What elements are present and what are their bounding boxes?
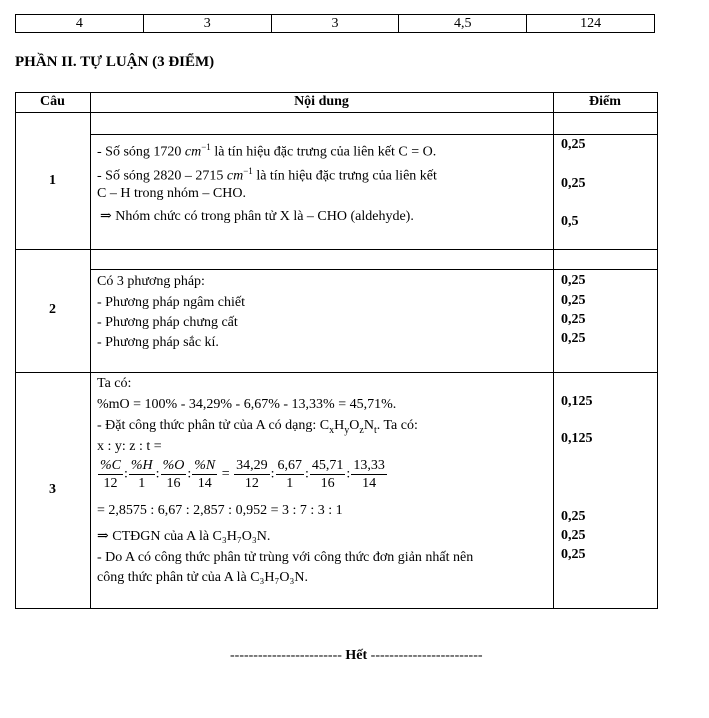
q3-line: - Đặt công thức phân tử của A có dạng: $C_xH_yO_zN_t$. Ta có: xyxy=(97,418,418,436)
summary-cell: 4,5 xyxy=(399,15,527,32)
score: 0,25 xyxy=(561,331,586,346)
q3-line: x : y: z : t = xyxy=(97,439,162,454)
summary-cell: 4 xyxy=(16,15,144,32)
q1-line: - Số sóng 2820 – 2715 $cm^{-1}$ là tín hiệu đặc trưng của liên kết xyxy=(97,166,437,184)
score: 0,25 xyxy=(561,137,586,152)
q3-line: công thức phân tử của A là C₃H₇O₃N. xyxy=(97,570,309,585)
q1-line: - Số sóng 1720 $cm^{-1}$ là tín hiệu đặc trưng của liên kết C = O. xyxy=(97,142,437,160)
q2-line: Có 3 phương pháp: xyxy=(97,274,205,289)
fraction: $\frac{34,29}{12}$ xyxy=(236,458,268,491)
fraction: $\frac{\%N}{14}$ xyxy=(194,458,216,491)
q3-fraction-line: $\frac{\%C}{12}$ : $\frac{\%H}{1}$ : $\frac{\%O}{16}$ : $\frac{\%N}{14}$ = $\frac{34,29}{12}$ : $\frac{6,67}{1}$ : $\frac{45,71}{16}$ : $\frac{13,33}{14}$ xyxy=(100,458,385,491)
fraction: $\frac{6,67}{1}$ xyxy=(277,458,303,491)
header-diem: Điểm xyxy=(589,94,621,109)
question-number: 1 xyxy=(49,173,56,188)
q1-line: C – H trong nhóm – CHO. xyxy=(97,186,246,201)
score: 0,25 xyxy=(561,547,586,562)
score: 0,125 xyxy=(561,431,593,446)
q2-line: - Phương pháp sắc kí. xyxy=(97,335,219,350)
score: 0,25 xyxy=(561,509,586,524)
score: 0,25 xyxy=(561,528,586,543)
summary-cell: 3 xyxy=(144,15,272,32)
q2-line: - Phương pháp ngâm chiết xyxy=(97,295,245,310)
score: 0,25 xyxy=(561,293,586,308)
q3-line: - Do A có công thức phân tử trùng với công thức đơn giản nhất nên xyxy=(97,550,474,565)
summary-cell: 124 xyxy=(580,16,602,31)
score: 0,125 xyxy=(561,394,593,409)
end-marker: ------------------------ Hết ------------------------ xyxy=(230,648,483,663)
header-noi-dung: Nội dung xyxy=(294,94,349,109)
score: 0,25 xyxy=(561,273,586,288)
q1-line: ⇒ Nhóm chức có trong phân tử X là – CHO (aldehyde). xyxy=(100,209,414,224)
score: 0,5 xyxy=(561,214,579,229)
fraction: $\frac{\%H}{1}$ xyxy=(130,458,153,491)
q3-line: = 2,8575 : 6,67 : 2,857 : 0,952 = 3 : 7 : 3 : 1 xyxy=(97,503,343,518)
summary-cell: 3 xyxy=(272,15,400,32)
question-number: 2 xyxy=(49,302,56,317)
fraction: $\frac{13,33}{14}$ xyxy=(353,458,385,491)
summary-row xyxy=(15,14,655,33)
fraction: $\frac{45,71}{16}$ xyxy=(311,458,344,491)
score: 0,25 xyxy=(561,312,586,327)
fraction: $\frac{\%O}{16}$ xyxy=(162,458,185,491)
q3-line: Ta có: xyxy=(97,376,132,391)
score: 0,25 xyxy=(561,176,586,191)
q2-line: - Phương pháp chưng cất xyxy=(97,315,238,330)
question-number: 3 xyxy=(49,482,56,497)
q3-line: ⇒ CTĐGN của A là C₃H₇O₃N. xyxy=(97,529,271,544)
section-title: PHẦN II. TỰ LUẬN (3 ĐIỂM) xyxy=(15,54,215,70)
header-cau: Câu xyxy=(40,94,65,109)
fraction: $\frac{\%C}{12}$ xyxy=(100,458,121,491)
q3-line: %mO = 100% - 34,29% - 6,67% - 13,33% = 45,71%. xyxy=(97,397,397,412)
